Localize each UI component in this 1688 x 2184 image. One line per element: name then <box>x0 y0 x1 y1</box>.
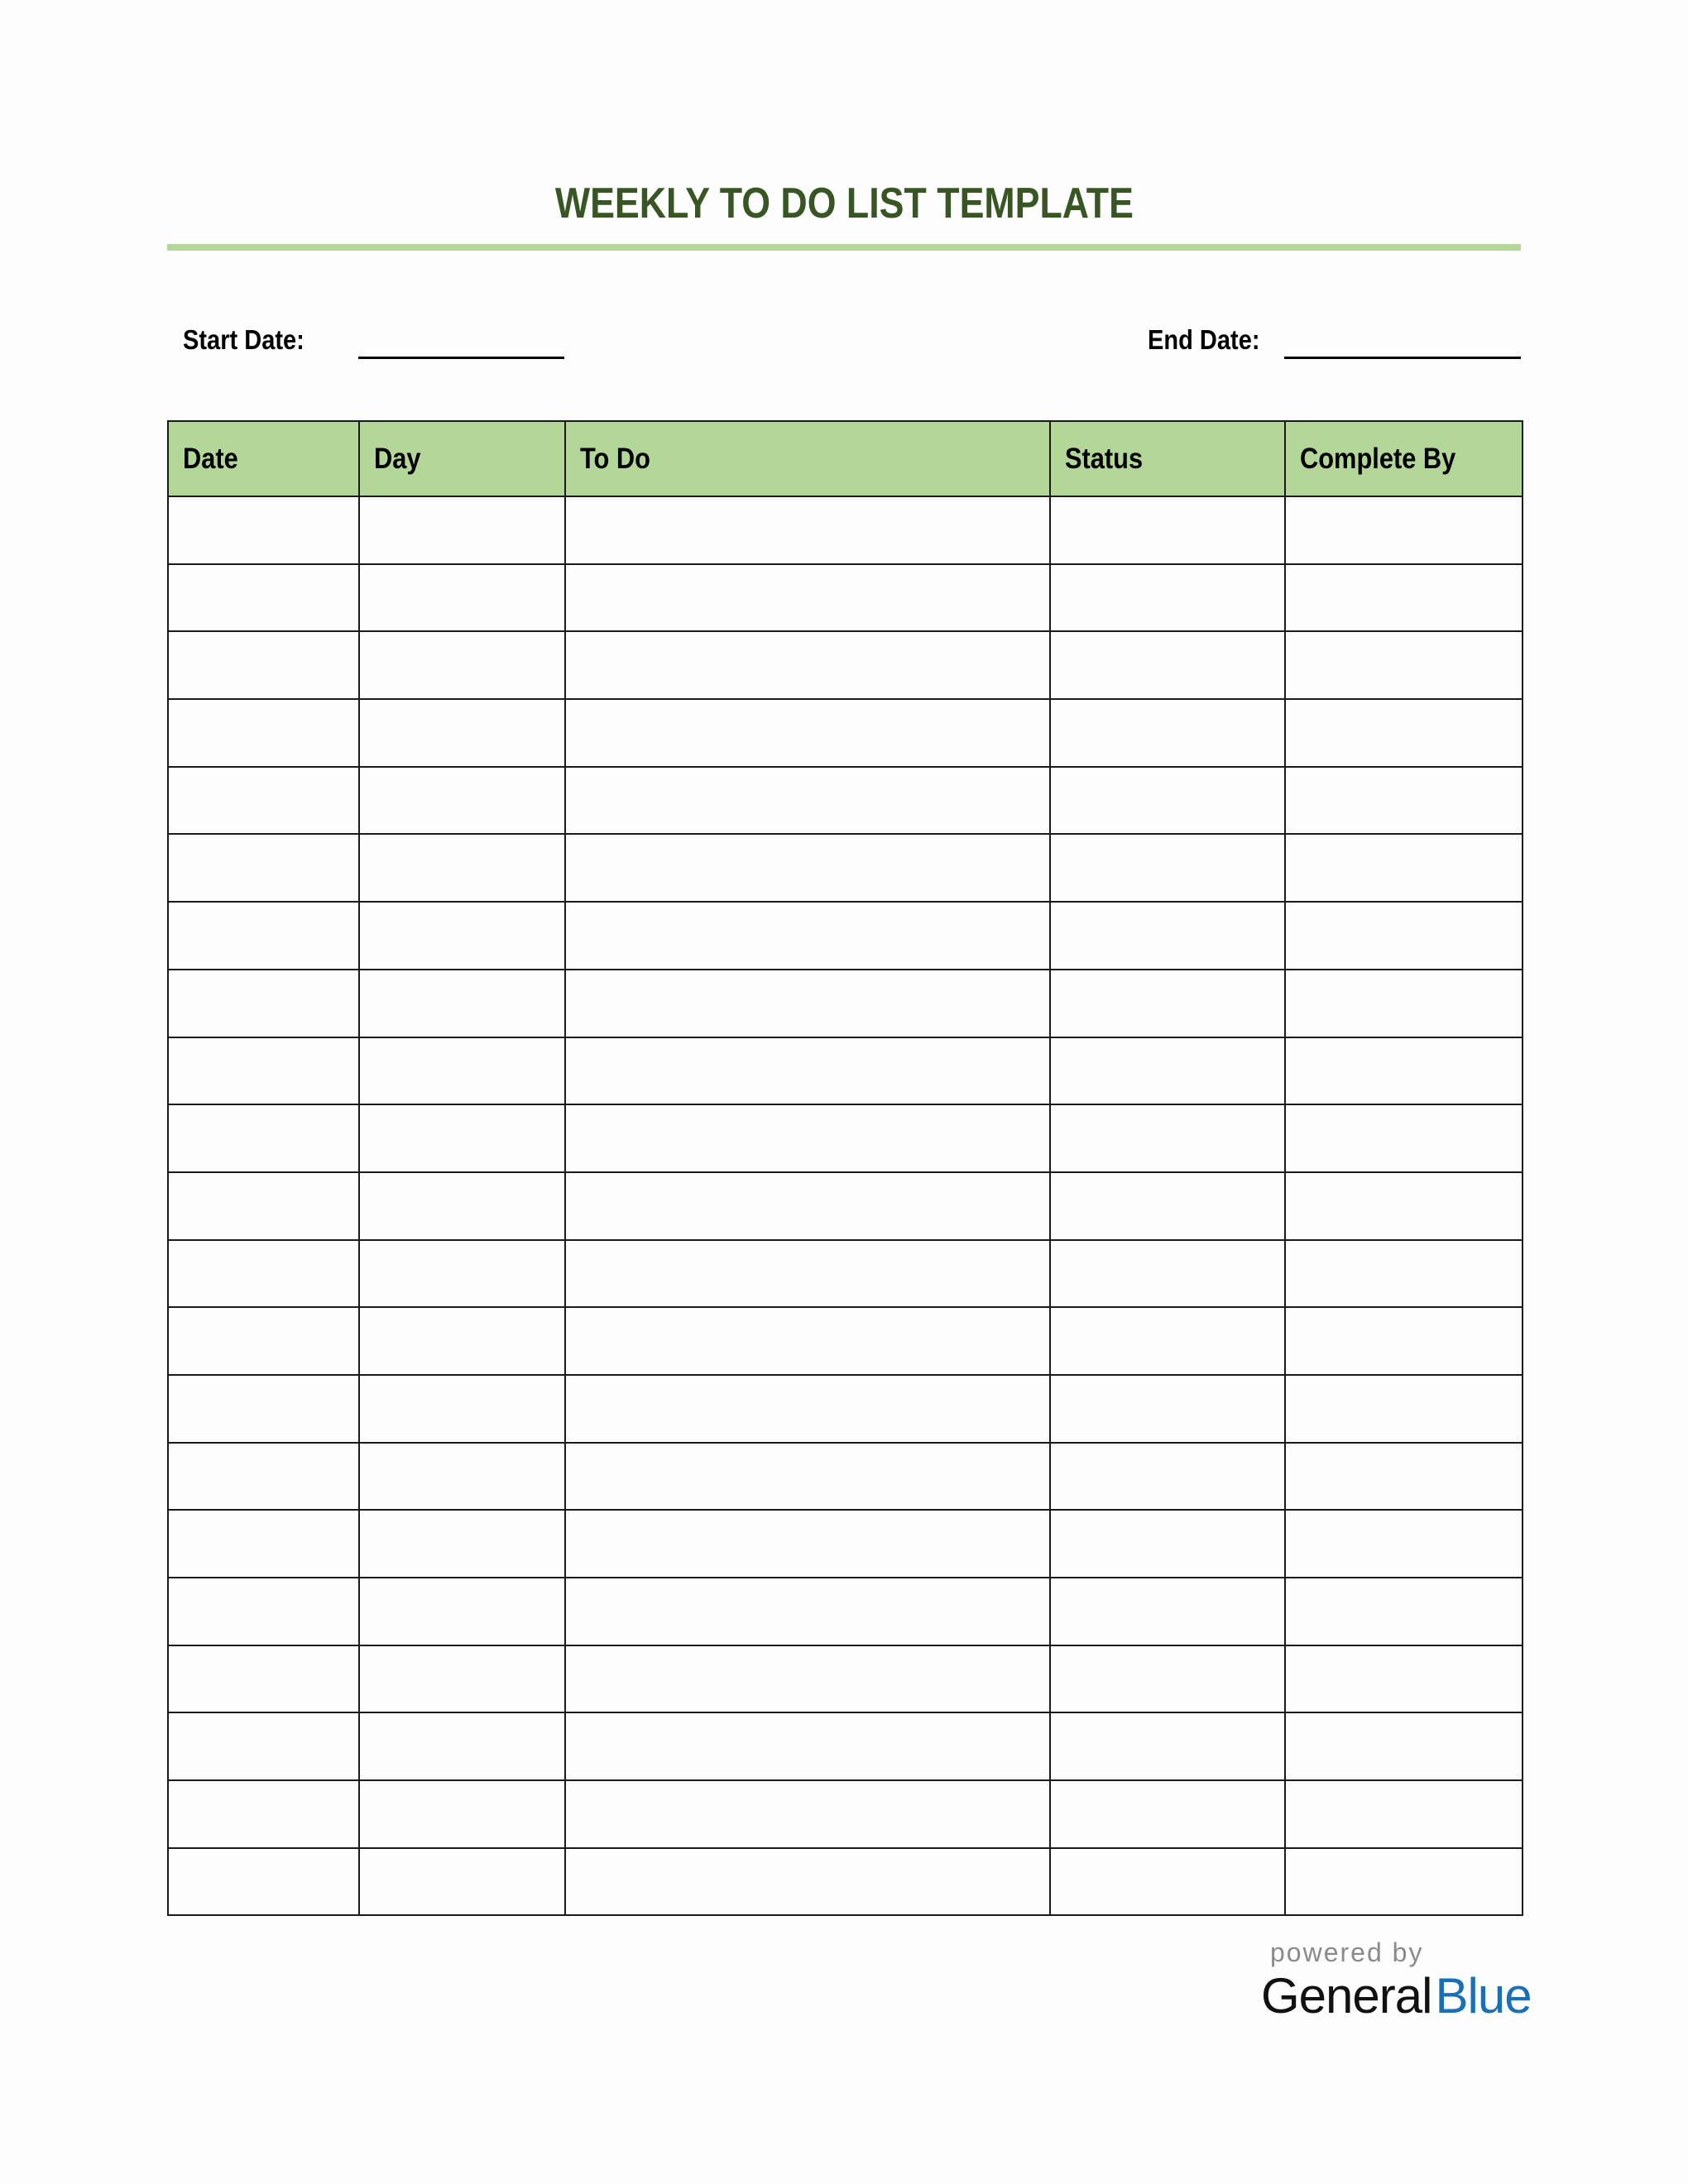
column-header-date <box>168 421 359 496</box>
complete-by-cell[interactable] <box>1285 564 1523 632</box>
todo-cell[interactable] <box>565 1780 1050 1848</box>
todo-cell[interactable] <box>565 564 1050 632</box>
day-cell[interactable] <box>359 834 565 902</box>
day-cell[interactable] <box>359 1848 565 1916</box>
date-cell[interactable] <box>168 1037 359 1105</box>
day-cell[interactable] <box>359 902 565 970</box>
todo-cell[interactable] <box>565 1510 1050 1578</box>
status-cell[interactable] <box>1050 1375 1285 1443</box>
date-cell[interactable] <box>168 1510 359 1578</box>
complete-by-cell[interactable] <box>1285 902 1523 970</box>
table-row <box>168 1443 1523 1511</box>
todo-cell[interactable] <box>565 1645 1050 1713</box>
complete-by-cell[interactable] <box>1285 1780 1523 1848</box>
table-header-row <box>168 421 1523 496</box>
complete-by-cell[interactable] <box>1285 1578 1523 1645</box>
status-cell[interactable] <box>1050 1848 1285 1916</box>
day-cell[interactable] <box>359 1307 565 1375</box>
day-cell[interactable] <box>359 1510 565 1578</box>
table-row <box>168 1578 1523 1645</box>
brand-general: General <box>1261 1968 1432 2024</box>
date-cell[interactable] <box>168 1578 359 1645</box>
todo-cell[interactable] <box>565 1104 1050 1172</box>
date-cell[interactable] <box>168 1848 359 1916</box>
complete-by-cell[interactable] <box>1285 834 1523 902</box>
date-cell[interactable] <box>168 1443 359 1511</box>
todo-cell[interactable] <box>565 902 1050 970</box>
day-cell[interactable] <box>359 564 565 632</box>
complete-by-cell[interactable] <box>1285 1104 1523 1172</box>
todo-cell[interactable] <box>565 834 1050 902</box>
table-row <box>168 970 1523 1037</box>
table-row <box>168 1712 1523 1780</box>
day-cell[interactable] <box>359 1037 565 1105</box>
complete-by-cell[interactable] <box>1285 1307 1523 1375</box>
table-row <box>168 902 1523 970</box>
powered-by-text: powered by <box>1270 1937 1424 1967</box>
status-cell[interactable] <box>1050 1104 1285 1172</box>
status-cell[interactable] <box>1050 699 1285 767</box>
status-cell[interactable] <box>1050 1240 1285 1308</box>
table-row <box>168 1307 1523 1375</box>
complete-by-cell[interactable] <box>1285 1240 1523 1308</box>
date-cell[interactable] <box>168 699 359 767</box>
status-cell[interactable] <box>1050 1037 1285 1105</box>
todo-table <box>167 420 1523 1916</box>
status-cell[interactable] <box>1050 1510 1285 1578</box>
table-body <box>168 496 1523 1915</box>
todo-cell[interactable] <box>565 1240 1050 1308</box>
status-cell[interactable] <box>1050 1443 1285 1511</box>
complete-by-cell[interactable] <box>1285 1375 1523 1443</box>
complete-by-cell[interactable] <box>1285 699 1523 767</box>
day-cell[interactable] <box>359 1443 565 1511</box>
date-cell[interactable] <box>168 1240 359 1308</box>
title-divider <box>167 244 1521 251</box>
table-row <box>168 1780 1523 1848</box>
title-container <box>167 180 1521 227</box>
table-row <box>168 1037 1523 1105</box>
complete-by-cell[interactable] <box>1285 767 1523 835</box>
date-cell[interactable] <box>168 902 359 970</box>
date-cell[interactable] <box>168 496 359 564</box>
table-row <box>168 834 1523 902</box>
column-header-label: Date <box>183 442 238 475</box>
date-cell[interactable] <box>168 767 359 835</box>
complete-by-cell[interactable] <box>1285 1712 1523 1780</box>
table-row <box>168 1848 1523 1916</box>
status-cell[interactable] <box>1050 564 1285 632</box>
complete-by-cell[interactable] <box>1285 1037 1523 1105</box>
status-cell[interactable] <box>1050 1578 1285 1645</box>
column-header-todo <box>565 421 1050 496</box>
todo-cell[interactable] <box>565 1712 1050 1780</box>
day-cell[interactable] <box>359 1712 565 1780</box>
status-cell[interactable] <box>1050 834 1285 902</box>
todo-cell[interactable] <box>565 767 1050 835</box>
end-date-label: End Date: <box>1148 324 1260 355</box>
todo-cell[interactable] <box>565 1375 1050 1443</box>
table-row <box>168 1172 1523 1240</box>
day-cell[interactable] <box>359 970 565 1037</box>
brand-logo <box>1261 1967 1532 2025</box>
end-date-field[interactable] <box>1284 357 1521 359</box>
day-cell[interactable] <box>359 1240 565 1308</box>
table-row <box>168 1240 1523 1308</box>
status-cell[interactable] <box>1050 1712 1285 1780</box>
day-cell[interactable] <box>359 1578 565 1645</box>
start-date-field[interactable] <box>358 357 564 359</box>
complete-by-cell[interactable] <box>1285 1848 1523 1916</box>
todo-cell[interactable] <box>565 1443 1050 1511</box>
page-title: WEEKLY TO DO LIST TEMPLATE <box>554 180 1134 228</box>
complete-by-cell[interactable] <box>1285 1645 1523 1713</box>
todo-cell[interactable] <box>565 631 1050 699</box>
date-cell[interactable] <box>168 970 359 1037</box>
day-cell[interactable] <box>359 1375 565 1443</box>
table-row <box>168 767 1523 835</box>
column-header-complete-by <box>1285 421 1523 496</box>
todo-cell[interactable] <box>565 699 1050 767</box>
complete-by-cell[interactable] <box>1285 1443 1523 1511</box>
todo-cell[interactable] <box>565 1307 1050 1375</box>
todo-cell[interactable] <box>565 970 1050 1037</box>
status-cell[interactable] <box>1050 631 1285 699</box>
date-cell[interactable] <box>168 1712 359 1780</box>
status-cell[interactable] <box>1050 970 1285 1037</box>
todo-cell[interactable] <box>565 1172 1050 1240</box>
table-row <box>168 631 1523 699</box>
column-header-label: To Do <box>580 442 650 475</box>
status-cell[interactable] <box>1050 902 1285 970</box>
complete-by-cell[interactable] <box>1285 970 1523 1037</box>
table-row <box>168 1104 1523 1172</box>
todo-cell[interactable] <box>565 1848 1050 1916</box>
date-cell[interactable] <box>168 1172 359 1240</box>
column-header-label: Complete By <box>1300 442 1456 475</box>
date-cell[interactable] <box>168 1780 359 1848</box>
complete-by-cell[interactable] <box>1285 1172 1523 1240</box>
status-cell[interactable] <box>1050 1645 1285 1713</box>
date-cell[interactable] <box>168 834 359 902</box>
table-row <box>168 496 1523 564</box>
table-row <box>168 699 1523 767</box>
complete-by-cell[interactable] <box>1285 496 1523 564</box>
day-cell[interactable] <box>359 1104 565 1172</box>
day-cell[interactable] <box>359 1645 565 1713</box>
status-cell[interactable] <box>1050 1307 1285 1375</box>
todo-cell[interactable] <box>565 1037 1050 1105</box>
table-row <box>168 1375 1523 1443</box>
table-row <box>168 564 1523 632</box>
day-cell[interactable] <box>359 699 565 767</box>
date-cell[interactable] <box>168 1307 359 1375</box>
brand-blue: Blue <box>1435 1968 1532 2024</box>
date-cell[interactable] <box>168 1104 359 1172</box>
day-cell[interactable] <box>359 1172 565 1240</box>
column-header-label: Status <box>1065 442 1144 475</box>
complete-by-cell[interactable] <box>1285 631 1523 699</box>
date-cell[interactable] <box>168 1375 359 1443</box>
todo-cell[interactable] <box>565 496 1050 564</box>
complete-by-cell[interactable] <box>1285 1510 1523 1578</box>
day-cell[interactable] <box>359 496 565 564</box>
date-cell[interactable] <box>168 1645 359 1713</box>
status-cell[interactable] <box>1050 1172 1285 1240</box>
column-header-label: Day <box>374 442 421 475</box>
start-date-label: Start Date: <box>183 324 305 355</box>
date-cell[interactable] <box>168 631 359 699</box>
date-cell[interactable] <box>168 564 359 632</box>
day-cell[interactable] <box>359 767 565 835</box>
day-cell[interactable] <box>359 631 565 699</box>
day-cell[interactable] <box>359 1780 565 1848</box>
status-cell[interactable] <box>1050 767 1285 835</box>
table-row <box>168 1645 1523 1713</box>
status-cell[interactable] <box>1050 1780 1285 1848</box>
column-header-day <box>359 421 565 496</box>
todo-cell[interactable] <box>565 1578 1050 1645</box>
status-cell[interactable] <box>1050 496 1285 564</box>
column-header-status <box>1050 421 1285 496</box>
table-row <box>168 1510 1523 1578</box>
